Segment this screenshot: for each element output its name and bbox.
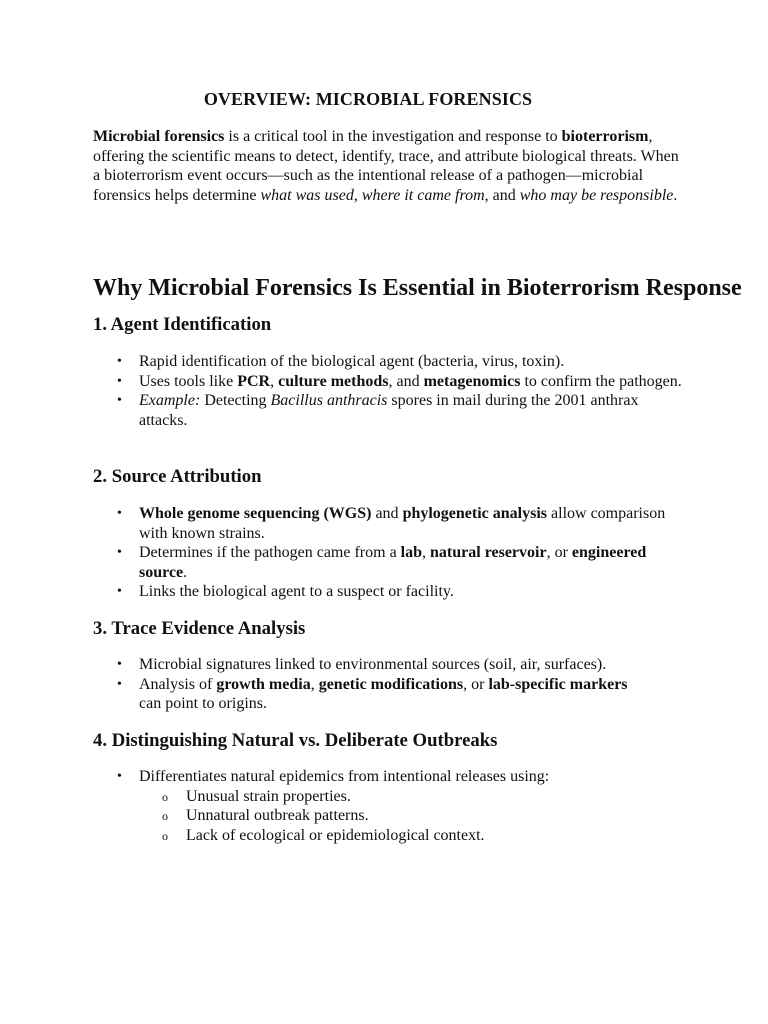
list-item-text: Microbial signatures linked to environmental sources (soil, air, surfaces). <box>139 656 607 673</box>
term-lab-specific-markers: lab-specific markers <box>488 675 628 693</box>
sub-list-item: o Unusual strain properties. <box>139 787 683 807</box>
intro-text-1: is a critical tool in the investigation and response to <box>224 128 562 145</box>
intro-text-5: . <box>673 186 678 204</box>
intro-italic-who: who may be responsible <box>519 186 674 204</box>
intro-paragraph <box>93 127 683 205</box>
list-item-text: , or <box>546 544 572 562</box>
list-item <box>93 655 693 675</box>
list-item-text: Rapid identification of the biological agent (bacteria, virus, toxin). <box>139 353 565 370</box>
list-item-text: allow comparison with known strains. <box>139 505 666 542</box>
term-pcr: PCR <box>237 372 271 390</box>
term-culture-methods: culture methods <box>278 372 389 390</box>
list-item-text: can point to origins. <box>139 695 267 713</box>
list-item-text: , and <box>388 372 424 390</box>
list-item-text: Analysis of <box>139 675 217 693</box>
term-growth-media: growth media <box>216 675 311 693</box>
list-item-text: Links the biological agent to a suspect or facility. <box>139 583 454 601</box>
species-name: Bacillus anthracis <box>270 392 388 410</box>
list-item-text: . <box>183 563 188 581</box>
page-title: OVERVIEW: MICROBIAL FORENSICS <box>203 89 533 109</box>
list-item <box>93 391 683 430</box>
list-item-text: and <box>371 505 403 522</box>
list-item-text: , <box>310 675 319 693</box>
term-natural-reservoir: natural reservoir <box>430 544 547 562</box>
sub-list-item: o Lack of ecological or epidemiological context. <box>139 826 683 846</box>
list-item <box>93 767 683 845</box>
intro-italic-what: what was used <box>260 186 354 204</box>
list-item <box>93 582 683 602</box>
list-item-text: to confirm the pathogen. <box>520 372 682 390</box>
section-1-heading: 1. Agent Identification <box>93 314 272 335</box>
term-metagenomics: metagenomics <box>423 372 521 390</box>
list-item <box>93 675 693 714</box>
section-4-list <box>93 767 683 845</box>
intro-term-microbial-forensics: Microbial forensics <box>93 128 225 145</box>
section-2-heading: 2. Source Attribution <box>93 466 262 487</box>
list-item-text: , <box>270 372 279 390</box>
list-item <box>93 504 683 543</box>
section-4-sublist <box>139 787 683 846</box>
term-lab: lab <box>400 544 423 562</box>
list-item <box>93 352 683 372</box>
section-2-list <box>93 504 683 602</box>
list-item-text: Uses tools like <box>139 372 238 390</box>
intro-text-2: , offering the scientific means to detect, identify, trace, and attribute biological threats. When a bioterrorism event occurs—such as the intentional release of a pathogen—microbial forensics helps determine <box>93 128 679 204</box>
term-genetic-modifications: genetic modifications <box>318 675 464 693</box>
list-item-text: spores in mail during the 2001 anthrax attacks. <box>139 392 639 429</box>
list-item-text: Differentiates natural epidemics from intentional releases using: <box>139 768 550 785</box>
list-item-text: , or <box>463 675 489 693</box>
list-item-text: , <box>422 544 431 562</box>
term-phylogenetic-analysis: phylogenetic analysis <box>402 505 548 522</box>
example-label: Example: <box>139 392 201 410</box>
list-item-text: Detecting <box>200 392 271 410</box>
term-engineered-source: engineered source <box>139 544 647 581</box>
intro-italic-where: where it came from <box>361 186 485 204</box>
intro-term-bioterrorism: bioterrorism <box>561 128 649 145</box>
list-item <box>93 543 683 582</box>
intro-text-4: , and <box>484 186 520 204</box>
intro-text-3: , <box>353 186 362 204</box>
list-item <box>93 372 683 392</box>
term-wgs: Whole genome sequencing (WGS) <box>139 505 372 522</box>
sub-list-item: o Unnatural outbreak patterns. <box>139 806 683 826</box>
why-heading: Why Microbial Forensics Is Essential in Bioterrorism Response <box>93 275 742 301</box>
section-4-heading: 4. Distinguishing Natural vs. Deliberate Outbreaks <box>93 730 498 751</box>
section-3-list <box>93 655 693 714</box>
section-3-heading: 3. Trace Evidence Analysis <box>93 618 306 639</box>
section-1-list <box>93 352 683 430</box>
list-item-text: Determines if the pathogen came from a <box>139 544 401 562</box>
